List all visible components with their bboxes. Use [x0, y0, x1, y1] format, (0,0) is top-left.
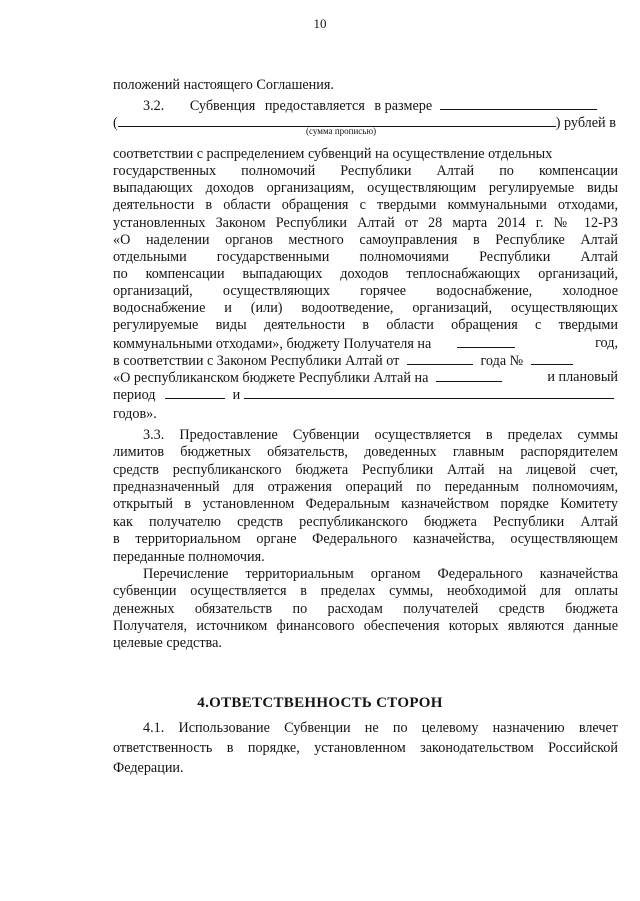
text-line: денежных обязательств по расходам получателей средств бюджета: [113, 601, 618, 617]
section-heading: 4.ОТВЕТСТВЕННОСТЬ СТОРОН: [197, 695, 443, 711]
clause-3-3: 3.3. Предоставление Субвенции осуществляется в пределах суммы: [143, 427, 618, 443]
text-line: субвенции осуществляется в пределах суммы, необходимой для оплаты: [113, 583, 618, 599]
text-line: «О наделении органов местного самоуправления в Республике Алтай: [113, 232, 618, 248]
text-fragment: и: [232, 387, 241, 403]
period-end-blank: [244, 384, 614, 399]
page-number: 10: [313, 16, 327, 31]
text-line: государственных полномочий Республики Алтай по компенсации: [113, 163, 618, 179]
text-line: водоснабжение и (или) водоотведение, организаций, осуществляющих: [113, 300, 618, 316]
text-line: предназначенный для отражения операций по переданным полномочиям,: [113, 479, 618, 495]
text-fragment: коммунальными отходами», бюджету Получателя на: [113, 336, 432, 352]
text-line: деятельности в области обращения с твердыми коммунальными отходами,: [113, 197, 618, 213]
period-line: [113, 384, 618, 404]
clause-number: 3.2.: [143, 98, 165, 114]
text-line: Получателя, источником финансового обеспечения которых являются данные: [113, 618, 618, 634]
amount-blank: [440, 95, 597, 110]
budget-year-blank: [436, 367, 502, 382]
text-line: годов».: [113, 406, 157, 422]
text-fragment: ) рублей в: [555, 115, 616, 131]
text-line: установленных Законом Республики Алтай от 28 марта 2014 г. № 12-РЗ: [113, 215, 618, 231]
text-line: положений настоящего Соглашения.: [113, 77, 334, 93]
text-line: Перечисление территориальным органом Федерального казначейства: [143, 566, 618, 582]
text-line: Федерации.: [113, 760, 184, 776]
text-line: как получателю средств республиканского бюджета Республики Алтай: [113, 514, 618, 530]
text-line: открытый в установленном Федеральным казначейством порядке Комитету: [113, 496, 618, 512]
text-line: по компенсации выпадающих доходов теплоснабжающих организаций,: [113, 266, 618, 282]
year-blank: [457, 333, 515, 348]
text-line: выпадающих доходов организациям, осуществляющим регулируемые виды: [113, 180, 618, 196]
text-fragment: (: [113, 115, 118, 131]
text-fragment: период: [113, 387, 156, 403]
text-fragment: предоставляется: [264, 98, 365, 114]
text-fragment: и плановый: [547, 369, 618, 385]
law-number-blank: [531, 350, 573, 365]
text-line: средств республиканского бюджета Республики Алтай на лицевой счет,: [113, 462, 618, 478]
text-fragment: в размере: [374, 98, 433, 114]
amount-words-caption: (сумма прописью): [306, 126, 377, 136]
text-line: ответственность в порядке, установленном законодательством Российской: [113, 740, 618, 756]
text-line: лимитов бюджетных обязательств, доведенных главным распорядителем: [113, 444, 618, 460]
text-fragment: «О республиканском бюджете Республики Алтай на: [113, 370, 429, 386]
text-fragment: Субвенция: [189, 98, 256, 114]
text-fragment: в соответствии с Законом Республики Алтай от: [113, 353, 400, 369]
text-line: регулируемые виды деятельности в области обращения с твердыми: [113, 317, 618, 333]
clause-4-1: 4.1. Использование Субвенции не по целевому назначению влечет: [143, 720, 618, 736]
amount-words-blank: [118, 112, 556, 127]
text-line: соответствии с распределением субвенций на осуществление отдельных: [113, 146, 553, 162]
text-line: отдельными государственными полномочиями Республики Алтай: [113, 249, 618, 265]
text-line: организаций, осуществляющих горячее водоснабжение, холодное: [113, 283, 618, 299]
text-fragment: года №: [480, 353, 524, 369]
law-date-blank: [407, 350, 473, 365]
period-start-blank: [165, 384, 225, 399]
text-fragment: год,: [595, 335, 618, 351]
text-line: переданные полномочия.: [113, 549, 265, 565]
text-line: в территориальном органе Федерального казначейства, осуществляющем: [113, 531, 618, 547]
text-line: целевые средства.: [113, 635, 222, 651]
